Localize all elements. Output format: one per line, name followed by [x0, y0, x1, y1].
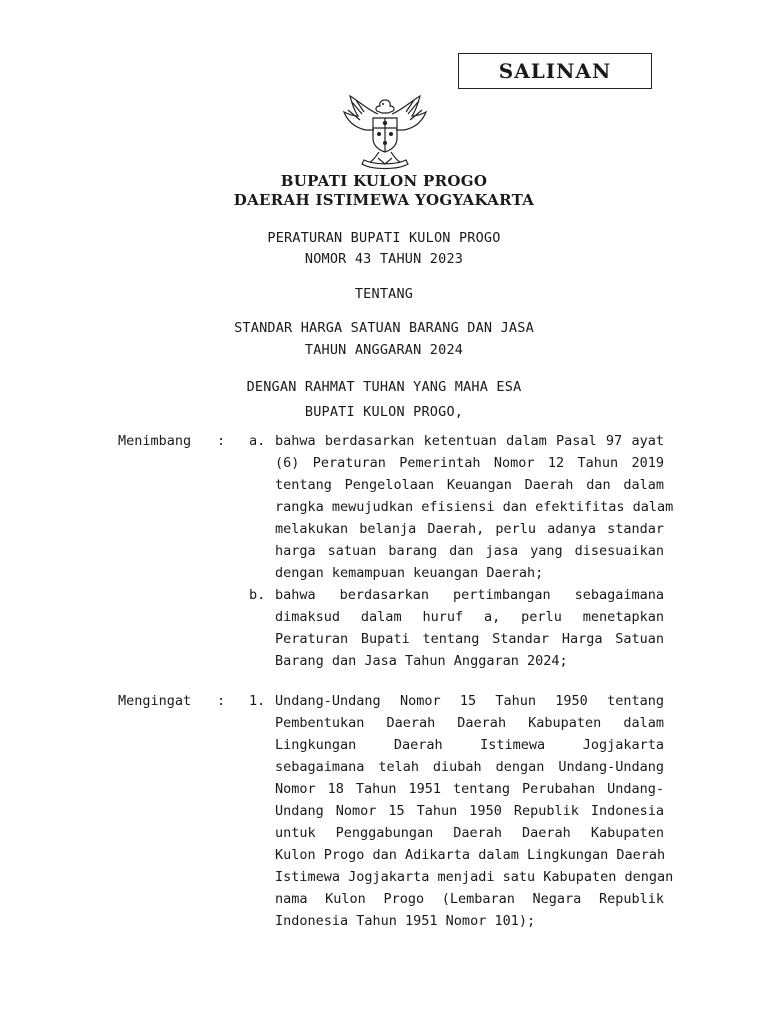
- text-line: melakukan belanja Daerah, perlu adanya standar: [275, 521, 664, 537]
- regulation-about: TENTANG: [354, 286, 414, 302]
- text-line: sebagaimana telah diubah dengan Undang-Undang: [275, 759, 664, 775]
- text-line: bahwa berdasarkan pertimbangan sebagaimana: [275, 587, 664, 603]
- text-line: Barang dan Jasa Tahun Anggaran 2024;: [275, 653, 568, 669]
- regulation-subject-line1: STANDAR HARGA SATUAN BARANG DAN JASA: [234, 320, 534, 336]
- mengingat-label: Mengingat: [118, 693, 192, 709]
- header-regent-title: BUPATI KULON PROGO: [280, 172, 488, 190]
- text-line: bahwa berdasarkan ketentuan dalam Pasal 97 ayat: [275, 433, 664, 449]
- regulation-blessing: DENGAN RAHMAT TUHAN YANG MAHA ESA: [246, 379, 522, 395]
- text-line: untuk Penggabungan Daerah Daerah Kabupaten: [275, 825, 664, 841]
- header-region-title: DAERAH ISTIMEWA YOGYAKARTA: [233, 191, 535, 209]
- text-line: dimaksud dalam huruf a, perlu menetapkan: [275, 609, 664, 625]
- regulation-authority: BUPATI KULON PROGO,: [304, 404, 464, 420]
- regulation-subject-line2: TAHUN ANGGARAN 2024: [304, 342, 464, 358]
- menimbang-item-b-text: [275, 584, 664, 672]
- salinan-stamp: SALINAN: [458, 53, 652, 89]
- text-line: Undang Nomor 15 Tahun 1950 Republik Indonesia: [275, 803, 664, 819]
- text-line: Nomor 18 Tahun 1951 tentang Perubahan Undang-: [275, 781, 664, 797]
- regulation-title: PERATURAN BUPATI KULON PROGO: [267, 230, 501, 246]
- mengingat-colon: :: [217, 693, 226, 709]
- text-line: Lingkungan Daerah Istimewa Jogjakarta: [275, 737, 664, 753]
- text-line: dengan kemampuan keuangan Daerah;: [275, 565, 544, 581]
- text-line: Peraturan Bupati tentang Standar Harga Satuan: [275, 631, 664, 647]
- text-line: Istimewa Jogjakarta menjadi satu Kabupaten dengan: [275, 869, 674, 885]
- text-line: Kulon Progo dan Adikarta dalam Lingkungan Daerah: [275, 847, 666, 863]
- mengingat-item-1-text: [275, 690, 674, 932]
- menimbang-colon: :: [217, 433, 226, 449]
- text-line: (6) Peraturan Pemerintah Nomor 12 Tahun 2019: [275, 455, 664, 471]
- text-line: nama Kulon Progo (Lembaran Negara Republik: [275, 891, 664, 907]
- text-line: harga satuan barang dan jasa yang disesuaikan: [275, 543, 664, 559]
- mengingat-item-1-marker: 1.: [249, 693, 266, 709]
- garuda-emblem-icon: [338, 92, 432, 172]
- menimbang-label: Menimbang: [118, 433, 192, 449]
- text-line: rangka mewujudkan efisiensi dan efektifitas dalam: [275, 499, 674, 515]
- menimbang-item-b-marker: b.: [249, 587, 266, 603]
- text-line: Indonesia Tahun 1951 Nomor 101);: [275, 913, 536, 929]
- text-line: Pembentukan Daerah Daerah Kabupaten dalam: [275, 715, 664, 731]
- regulation-number: NOMOR 43 TAHUN 2023: [304, 251, 464, 267]
- menimbang-item-a-text: [275, 430, 674, 584]
- menimbang-item-a-marker: a.: [249, 433, 266, 449]
- text-line: Undang-Undang Nomor 15 Tahun 1950 tentang: [275, 693, 664, 709]
- text-line: tentang Pengelolaan Keuangan Daerah dan dalam: [275, 477, 664, 493]
